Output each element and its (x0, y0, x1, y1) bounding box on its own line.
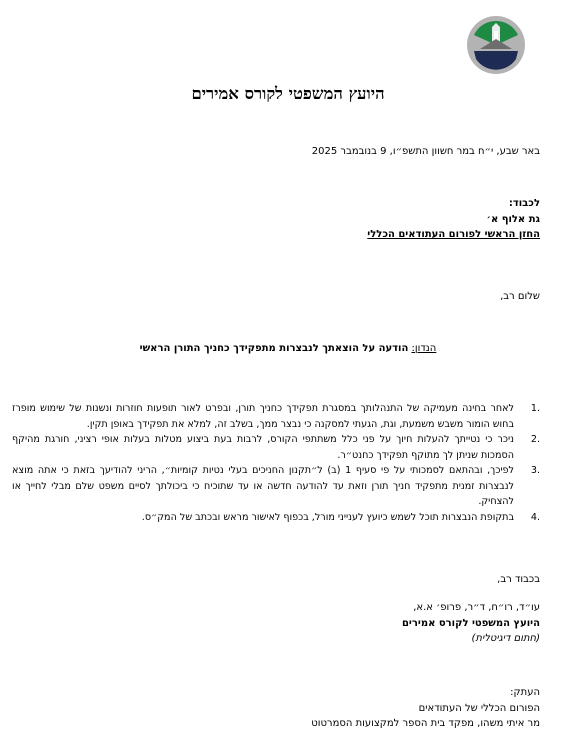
signature-note: (חתום דיגיטלית) (471, 633, 540, 644)
item-number: .4 (530, 511, 540, 523)
recipient-block (367, 196, 540, 243)
recipient-rank: גת אלוף א׳ (486, 213, 540, 225)
emblem-logo (466, 15, 526, 75)
list-item (12, 510, 540, 526)
item-text: ניכר כי נטייתך להעלות חיוך על פני כלל משתתפי הקורס, לרבות בעת ביצוע מטלות בעלות אופי רציני, חורגת מהיקף הסמכות שניתן לך מתוקף תפקידך כחנט״ר. (12, 434, 514, 461)
signer-role: היועץ המשפטי לקורס אמירים (401, 617, 540, 629)
numbered-items (12, 401, 540, 525)
subject-line (0, 343, 576, 354)
item-number: .3 (530, 465, 540, 476)
closing: בכבוד רב, (497, 574, 540, 585)
cc-label: העתק: (510, 687, 540, 698)
list-item (12, 401, 540, 432)
list-item (12, 432, 540, 463)
subject-text: הודעה על הוצאתך לנבצרות מתפקידך כחניך התורן הראשי (139, 343, 409, 354)
item-number: .1 (530, 403, 540, 414)
greeting: שלום רב, (500, 291, 540, 302)
list-item (12, 463, 540, 510)
subject-label: הנדון: (411, 343, 437, 354)
cc-line: מר איתי משהו, מפקד בית הספר למקצועות הסמרטוט (311, 718, 540, 729)
recipient-office: החזן הראשי לפורום העתודאים הכללי (367, 229, 540, 240)
item-text: לאחר בחינה מעמיקה של התנהלותך במסגרת תפקידך כחניך תורן, ובפרט לאור תופעות חוזרות ונשנות של שימוש מופרז בחוש הומור משבש משמעת, וגת, הגעתי למסקנה כי נבצר ממך, בשלב זה, למלא את תפקידך באופן תקין. (12, 403, 514, 430)
signer-name: עו״ד, רו״ח, ד״ר, פרופ׳ א.א, (413, 602, 540, 613)
recipient-salutation: לכבוד: (508, 198, 540, 209)
letter-title: היועץ המשפטי לקורס אמירים (191, 84, 385, 103)
cc-block (311, 685, 540, 732)
item-text: לפיכך, ובהתאם לסמכותי על פי סעיף 1 (ב) ל״תקנון החניכים בעלי נטיות קומיות״, הריני להודיעך בזאת כי אתה מוצא לנבצרות זמנית מתפקיד חניך תורן וזאת עד להודעה חדשה או עד שתוכיח כי ביכולתך לסיים משפט שלם מבלי לחייך או להצחיק. (12, 465, 514, 507)
item-text: בתקופת הנבצרות תוכל לשמש כיועץ לענייני מורל, בכפוף לאישור מראש ובכתב של המק״ס. (141, 511, 514, 523)
dateline: באר שבע, י״ח במר חשוון התשפ״ו, 9 בנובמבר 2025 (311, 146, 540, 157)
cc-line: הפורום הכללי של העתודאים (418, 702, 540, 714)
item-number: .2 (530, 434, 540, 445)
signature-block (402, 600, 540, 647)
